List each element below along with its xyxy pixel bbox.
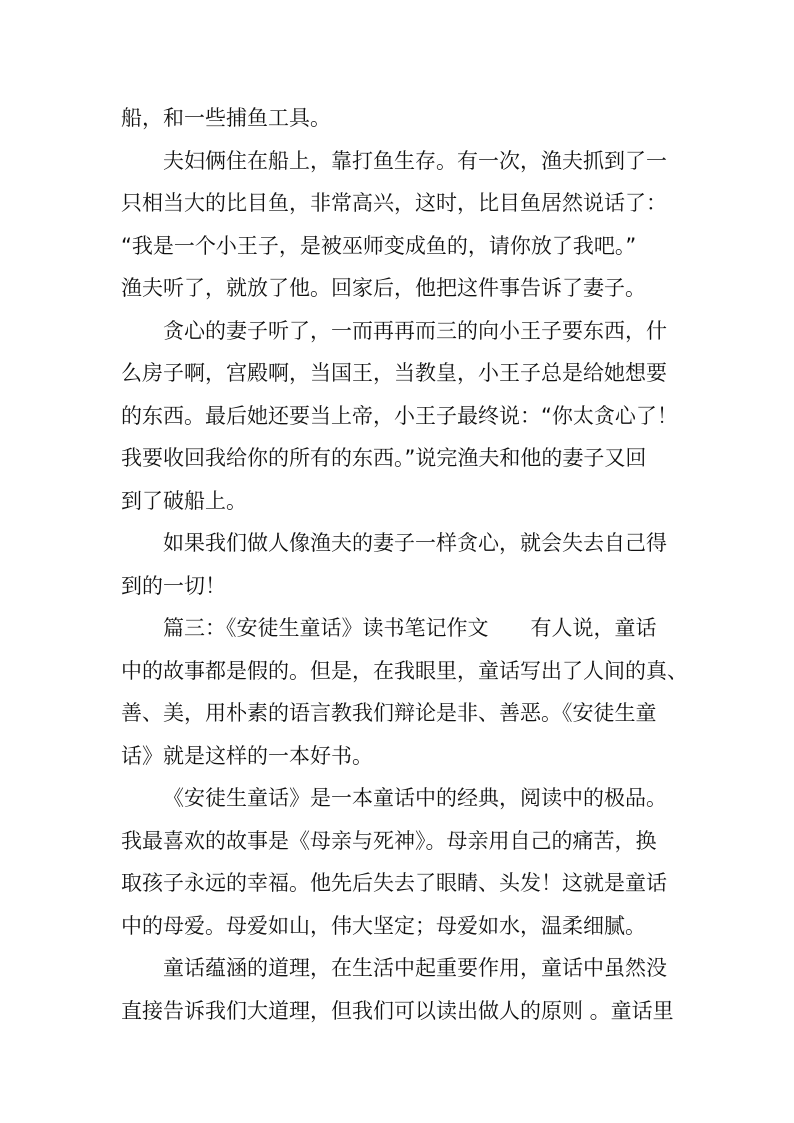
text-line: 直接告诉我们大道理，但我们可以读出做人的原则 。童话里	[121, 999, 674, 1023]
text-line: 到了破船上。	[121, 489, 247, 513]
text-line: 善、美，用朴素的语言教我们辩论是非、善恶。《安徒生童	[121, 701, 657, 725]
text-line: 童话蕴涵的道理，在生活中起重要作用，童话中虽然没	[163, 956, 667, 980]
text-line: 篇三：《安徒生童话》读书笔记作文 有人说，童话	[163, 616, 657, 640]
text-line: 只相当大的比目鱼，非常高兴，这时，比目鱼居然说话了：	[121, 191, 667, 215]
text-line: 贪心的妻子听了，一而再再而三的向小王子要东西，什	[163, 319, 667, 343]
text-line: 的东西。最后她还要当上帝，小王子最终说：“你太贪心了！	[121, 404, 678, 428]
text-line: 我最喜欢的故事是《母亲与死神》。母亲用自己的痛苦，换	[121, 829, 657, 853]
text-line: 如果我们做人像渔夫的妻子一样贪心，就会失去自己得	[163, 531, 667, 555]
text-line: “我是一个小王子，是被巫师变成鱼的，请你放了我吧。”	[121, 234, 637, 258]
text-line: 取孩子永远的幸福。他先后失去了眼睛、头发！这就是童话	[121, 871, 667, 895]
text-line: 中的故事都是假的。但是，在我眼里，童话写出了人间的真、	[121, 659, 688, 683]
text-line: 我要收回我给你的所有的东西。”说完渔夫和他的妻子又回	[121, 446, 647, 470]
text-line: 到的一切！	[121, 574, 226, 598]
text-line: 中的母爱。母爱如山，伟大坚定；母爱如水，温柔细腻。	[121, 914, 646, 938]
text-line: 么房子啊，宫殿啊，当国王，当教皇，小王子总是给她想要	[121, 361, 667, 385]
text-line: 《安徒生童话》是一本童话中的经典，阅读中的极品。	[163, 786, 667, 810]
text-line: 渔夫听了，就放了他。回家后，他把这件事告诉了妻子。	[121, 276, 646, 300]
text-line: 夫妇俩住在船上，靠打鱼生存。有一次，渔夫抓到了一	[163, 149, 667, 173]
text-line: 船，和一些捕鱼工具。	[121, 106, 331, 130]
text-line: 话》就是这样的一本好书。	[121, 744, 373, 768]
